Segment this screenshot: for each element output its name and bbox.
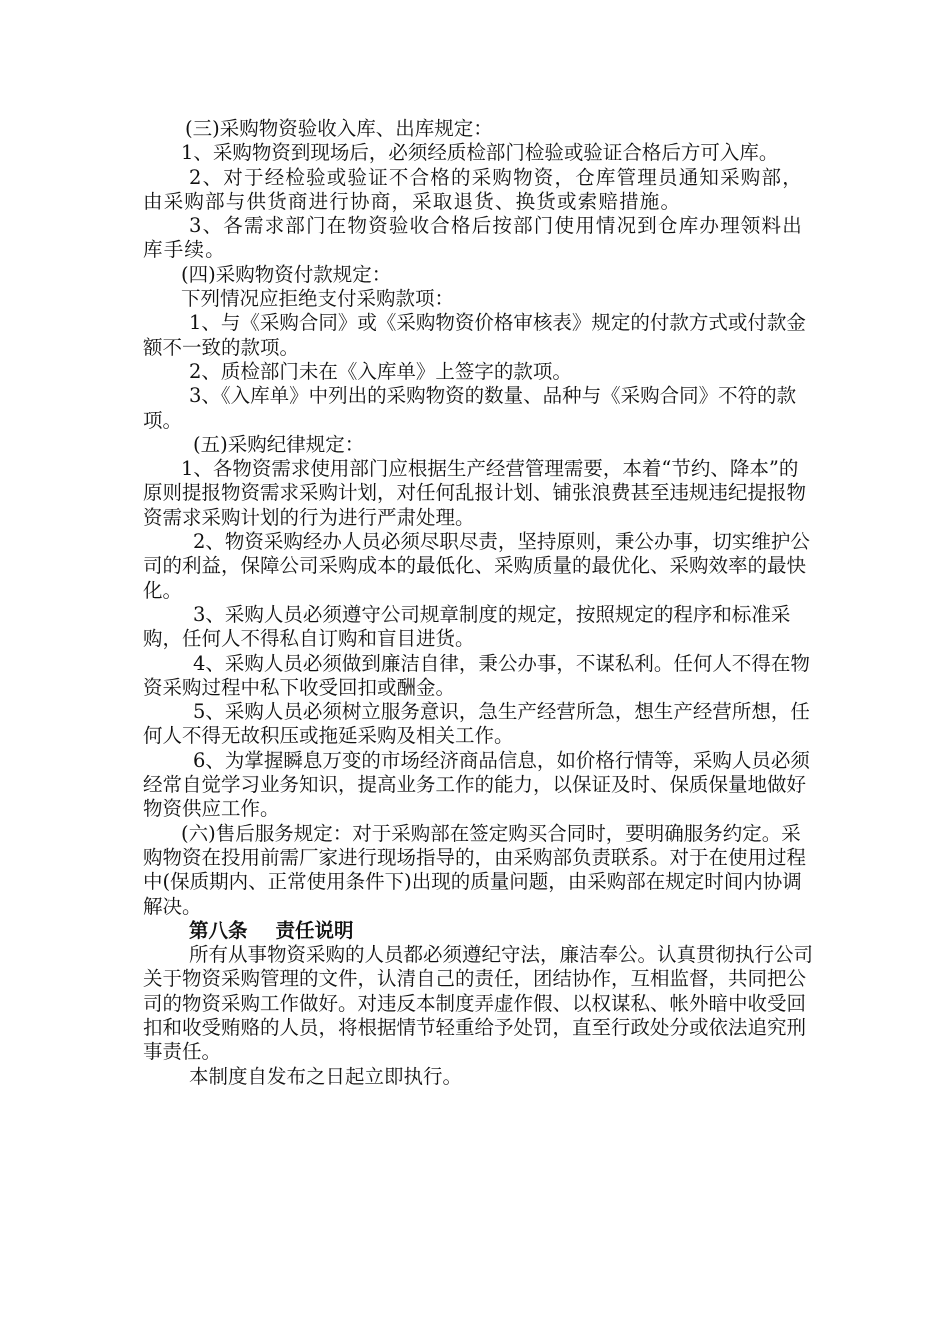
section-3-title: (三)采购物资验收入库、出库规定： [185,117,493,140]
section-4-intro: 下列情况应拒绝支付采购款项： [181,287,455,311]
document-page [143,117,813,1089]
section-5-item-6: 6、为掌握瞬息万变的市场经济商品信息，如价格行情等，采购人员必须经常自觉学习业务知识，提高业务工作的能力，以保证及时、保质保量地做好物资供应工作。 [143,748,810,821]
section-4-title: (四)采购物资付款规定： [181,262,392,286]
section-3-item-3: 3、各需求部门在物资验收合格后按部门使用情况到仓库办理领料出库手续。 [143,214,803,262]
section-4-item-2: 2、质检部门未在《入库单》上签字的款项。 [189,359,572,383]
section-5-item-2: 2、物资采购经办人员必须尽职尽责，坚持原则，秉公办事，切实维护公司的利益，保障公司采购成本的最低化、采购质量的最优化、采购效率的最快化。 [143,530,810,602]
section-3-item-1: 1、采购物资到现场后，必须经质检部门检验或验证合格后方可入库。 [181,141,779,165]
section-5-item-1: 1、各物资需求使用部门应根据生产经营管理需要，本着“节约、降本”的原则提报物资需求采购计划，对任何乱报计划、铺张浪费甚至违规违纪提报物资需求采购计划的行为进行严肃处理。 [143,457,807,529]
section-5-item-4: 4、采购人员必须做到廉洁自律，秉公办事，不谋私利。任何人不得在物资采购过程中私下收受回扣或酬金。 [143,651,810,699]
closing-statement: 本制度自发布之日起立即执行。 [189,1064,463,1088]
section-6-paragraph: (六)售后服务规定：对于采购部在签定购买合同时，要明确服务约定。采购物资在投用前需厂家进行现场指导的，由采购部负责联系。对于在使用过程中(保质期内、正常使用条件下)出现的质量问题，由采购部在规定时间内协调解决。 [143,821,807,918]
section-4-item-3: 3、《入库单》中列出的采购物资的数量、品种与《采购合同》不符的款项。 [143,384,797,432]
article-8-paragraph: 所有从事物资采购的人员都必须遵纪守法，廉洁奉公。认真贯彻执行公司关于物资采购管理的文件，认清自己的责任，团结协作，互相监督，共同把公司的物资采购工作做好。对违反本制度弄虚作假、以权谋私、帐外暗中收受回扣和收受贿赂的人员，将根据情节轻重给予处罚，直至行政处分或依法追究刑事责任。 [143,943,814,1064]
section-3-item-2: 2、对于经检验或验证不合格的采购物资，仓库管理员通知采购部，由采购部与供货商进行协商，采取退货、换货或索赔措施。 [143,165,803,213]
article-8-heading [143,919,813,943]
article-8-title: 责任说明 [275,918,354,942]
article-8-number: 第八条 [189,918,248,942]
section-4-item-1: 1、与《采购合同》或《采购物资价格审核表》规定的付款方式或付款金额不一致的款项。 [143,311,806,359]
section-5-item-3: 3、采购人员必须遵守公司规章制度的规定，按照规定的程序和标准采购，任何人不得私自订购和盲目进货。 [143,602,791,651]
section-5-title: (五)采购纪律规定： [193,432,365,456]
section-5-item-5: 5、采购人员必须树立服务意识，急生产经营所急，想生产经营所想，任何人不得无故积压或拖延采购及相关工作。 [143,700,810,748]
